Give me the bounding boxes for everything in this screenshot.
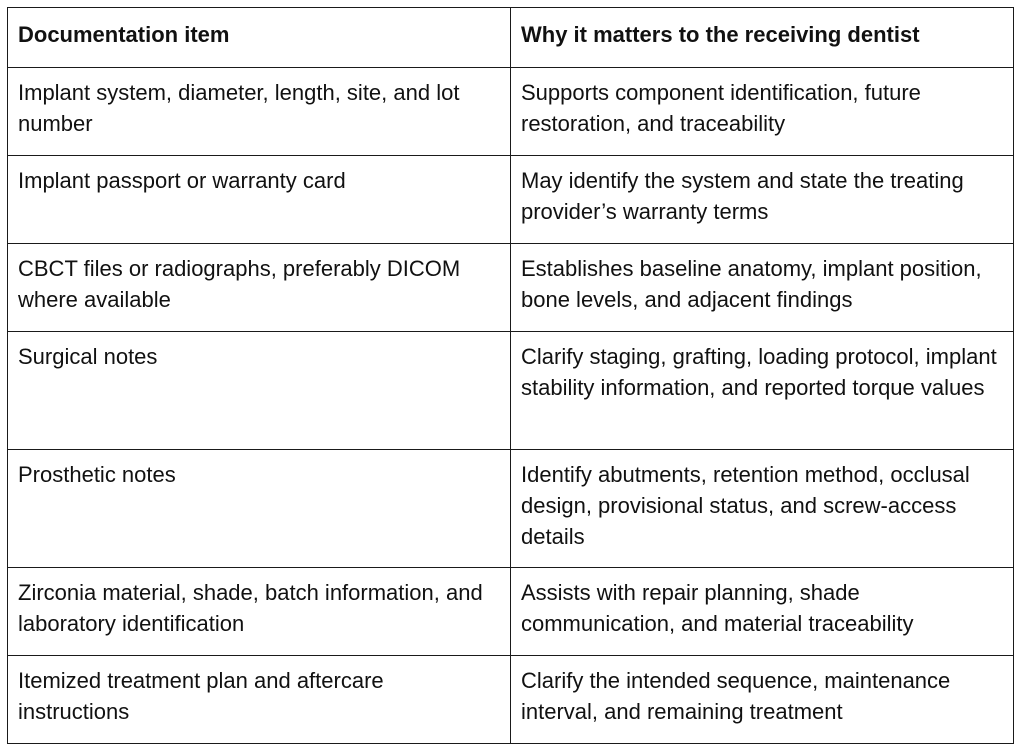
header-documentation-item: Documentation item: [8, 8, 511, 68]
why-it-matters-cell: Establishes baseline anatomy, implant position, bone levels, and adjacent findings: [511, 244, 1014, 332]
table-body: [8, 68, 1014, 744]
header-why-it-matters: Why it matters to the receiving dentist: [511, 8, 1014, 68]
table-row: [8, 450, 1014, 568]
documentation-item-cell: Itemized treatment plan and aftercare instructions: [8, 656, 511, 744]
documentation-item-cell: Surgical notes: [8, 332, 511, 450]
documentation-item-cell: Zirconia material, shade, batch information, and laboratory identification: [8, 568, 511, 656]
header-row: [8, 8, 1014, 68]
why-it-matters-cell: Assists with repair planning, shade communication, and material traceability: [511, 568, 1014, 656]
table-row: [8, 68, 1014, 156]
documentation-item-cell: CBCT files or radiographs, preferably DICOM where available: [8, 244, 511, 332]
why-it-matters-cell: Clarify staging, grafting, loading protocol, implant stability information, and reported torque values: [511, 332, 1014, 450]
table-row: [8, 156, 1014, 244]
documentation-item-cell: Implant system, diameter, length, site, and lot number: [8, 68, 511, 156]
why-it-matters-cell: Identify abutments, retention method, occlusal design, provisional status, and screw-access details: [511, 450, 1014, 568]
why-it-matters-cell: Supports component identification, future restoration, and traceability: [511, 68, 1014, 156]
why-it-matters-cell: Clarify the intended sequence, maintenance interval, and remaining treatment: [511, 656, 1014, 744]
table-row: [8, 244, 1014, 332]
documentation-item-cell: Prosthetic notes: [8, 450, 511, 568]
table-row: [8, 568, 1014, 656]
table-row: [8, 656, 1014, 744]
documentation-item-cell: Implant passport or warranty card: [8, 156, 511, 244]
why-it-matters-cell: May identify the system and state the treating provider’s warranty terms: [511, 156, 1014, 244]
documentation-table: [7, 7, 1014, 744]
table-row: [8, 332, 1014, 450]
table-header: [8, 8, 1014, 68]
